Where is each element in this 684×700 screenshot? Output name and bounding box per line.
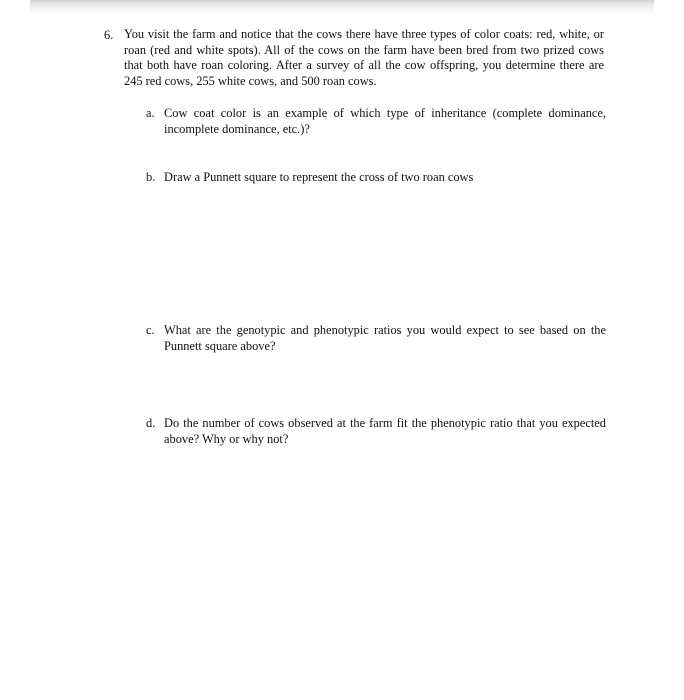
sub-question-text: Do the number of cows observed at the farm fit the phenotypic ratio that you expected above? Why or why not? xyxy=(164,416,606,446)
question-6 xyxy=(104,27,604,89)
sub-question-text: Draw a Punnett square to represent the cross of two roan cows xyxy=(164,170,474,184)
sub-question-c xyxy=(146,323,606,354)
sub-question-letter: d. xyxy=(146,416,156,430)
page-top-edge xyxy=(0,0,684,14)
sub-question-text: What are the genotypic and phenotypic ratios you would expect to see based on the Punnett square above? xyxy=(164,323,606,353)
sub-question-b xyxy=(146,170,606,186)
question-stem: You visit the farm and notice that the cows there have three types of color coats: red, white, or roan (red and white spots). All of the cows on the farm have been bred from two prized cows that both have roan coloring. After a survey of all the cow offspring, you determine there are 245 red cows, 255 white cows, and 500 roan cows. xyxy=(124,27,604,88)
sub-question-letter: b. xyxy=(146,170,156,184)
sub-question-d xyxy=(146,416,606,447)
sub-question-letter: a. xyxy=(146,106,155,120)
sub-question-letter: c. xyxy=(146,323,155,337)
sub-question-text: Cow coat color is an example of which type of inheritance (complete dominance, incomplete dominance, etc.)? xyxy=(164,106,606,136)
question-number: 6. xyxy=(104,28,114,42)
sub-question-a xyxy=(146,106,606,137)
